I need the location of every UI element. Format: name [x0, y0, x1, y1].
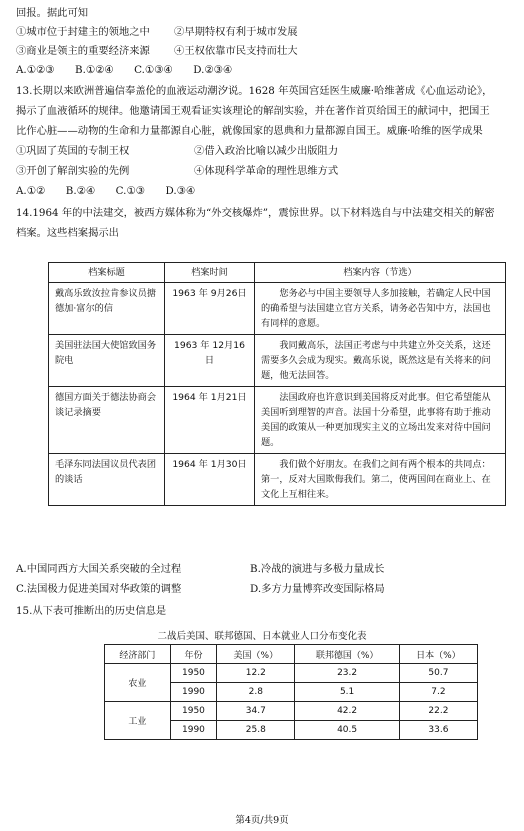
employment-header-cell: 年份	[170, 645, 217, 664]
archive-content: 您务必与中国主要领导人多加接触，若确定人民中国的确希望与法国建立官方关系，请务必告知中方，法国也有同样的意愿。	[255, 283, 506, 335]
page-number: 第4页/共9页	[235, 815, 289, 826]
q14-line-1: 14.1964 年的中法建交，被西方媒体称为“外交核爆炸”，震惊世界。以下材料选自与中法建交相关的解密	[16, 207, 495, 219]
q13-line-3: 比作心脏——动物的生命和力量都源自心脏，就像国家的恩典和力量都源自国王。威廉·哈维的医学成果	[16, 125, 483, 137]
archive-time: 1964 年 1月30日	[165, 454, 255, 506]
q13-choices: A.①② B.②④ C.①③ D.③④	[16, 185, 196, 197]
employment-header-cell: 联邦德国（%）	[295, 645, 399, 664]
employment-row	[105, 702, 478, 721]
q13-option-1: ①巩固了英国的专制王权	[16, 145, 130, 157]
archive-header-cell: 档案内容（节选）	[255, 263, 506, 283]
employment-header-cell: 日本（%）	[399, 645, 477, 664]
q12-choices: A.①②③ B.①②④ C.①③④ D.②③④	[16, 64, 233, 76]
q14-option-a: A.中国同西方大国关系突破的全过程	[16, 563, 182, 575]
archive-title: 毛泽东同法国议员代表团的谈话	[49, 454, 165, 506]
archive-table	[48, 262, 506, 506]
employment-table	[104, 644, 478, 740]
q12-option-2: ②早期特权有利于城市发展	[174, 26, 298, 38]
employment-header-cell: 经济部门	[105, 645, 171, 664]
q12-option-1: ①城市位于封建主的领地之中	[16, 26, 150, 38]
sector-cell: 农业	[105, 664, 171, 702]
value-cell: 22.2	[399, 702, 477, 721]
archive-title: 美国驻法国大使馆致国务院电	[49, 335, 165, 387]
archive-time: 1963 年 9月26日	[165, 283, 255, 335]
q14-option-d: D.多方力量博弈改变国际格局	[250, 583, 385, 595]
archive-row	[49, 335, 506, 387]
year-cell: 1950	[170, 702, 217, 721]
sector-cell: 工业	[105, 702, 171, 740]
year-cell: 1990	[170, 683, 217, 702]
q15-line-1: 15.从下表可推断出的历史信息是	[16, 605, 167, 617]
q13-option-4: ④体现科学革命的理性思维方式	[194, 165, 339, 177]
archive-header-row	[49, 263, 506, 283]
value-cell: 12.2	[217, 664, 295, 683]
value-cell: 50.7	[399, 664, 477, 683]
value-cell: 40.5	[295, 721, 399, 740]
q13-option-2: ②借入政治比喻以减少出版阻力	[194, 145, 339, 157]
value-cell: 7.2	[399, 683, 477, 702]
employment-table-title: 二战后美国、联邦德国、日本就业人口分布变化表	[157, 631, 367, 642]
employment-header-cell: 美国（%）	[217, 645, 295, 664]
q12-option-4: ④王权依靠市民支持而壮大	[174, 45, 298, 57]
employment-row	[105, 664, 478, 683]
q12-option-3: ③商业是领主的重要经济来源	[16, 45, 150, 57]
archive-content: 法国政府也许意识到美国将反对此事。但它希望能从美国听到理智的声音。法国十分希望，此事将有助于推动美国的政策从一种更加现实主义的立场出发来对待中国问题。	[255, 387, 506, 454]
employment-header-row	[105, 645, 478, 664]
archive-content: 我同戴高乐，法国正考虑与中共建立外交关系，这还需要多久会成为现实。戴高乐说，既然这是有关将来的问题，他无法回答。	[255, 335, 506, 387]
q13-line-2: 揭示了血液循环的规律。他邀请国王观看证实该理论的解剖实验，并在著作首页给国王的献词中，把国王	[16, 105, 490, 117]
q14-option-b: B.冷战的演进与多极力量成长	[250, 563, 385, 575]
archive-content: 我们做个好朋友。在我们之间有两个根本的共同点：第一，反对大国欺侮我们。第二，使两国间在商业上、在文化上互相往来。	[255, 454, 506, 506]
year-cell: 1950	[170, 664, 217, 683]
archive-time: 1963 年 12月16日	[165, 335, 255, 387]
value-cell: 42.2	[295, 702, 399, 721]
q14-line-2: 档案。这些档案揭示出	[16, 227, 119, 239]
archive-header-cell: 档案标题	[49, 263, 165, 283]
archive-time: 1964 年 1月21日	[165, 387, 255, 454]
value-cell: 33.6	[399, 721, 477, 740]
q13-line-1: 13.长期以来欧洲普遍信奉盖伦的血液运动潮汐说。1628 年英国宫廷医生威廉·哈维著成《心血运动论》，	[16, 85, 493, 97]
archive-row	[49, 454, 506, 506]
value-cell: 5.1	[295, 683, 399, 702]
value-cell: 2.8	[217, 683, 295, 702]
archive-header-cell: 档案时间	[165, 263, 255, 283]
archive-row	[49, 387, 506, 454]
year-cell: 1990	[170, 721, 217, 740]
q13-option-3: ③开创了解剖实验的先例	[16, 165, 130, 177]
value-cell: 34.7	[217, 702, 295, 721]
value-cell: 25.8	[217, 721, 295, 740]
q12-tail: 回报。据此可知	[16, 7, 89, 19]
value-cell: 23.2	[295, 664, 399, 683]
archive-row	[49, 283, 506, 335]
archive-title: 德国方面关于德法协商会谈记录摘要	[49, 387, 165, 454]
q14-option-c: C.法国极力促进美国对华政策的调整	[16, 583, 182, 595]
archive-title: 戴高乐致汝拉肯参议员搪德加·富尔的信	[49, 283, 165, 335]
